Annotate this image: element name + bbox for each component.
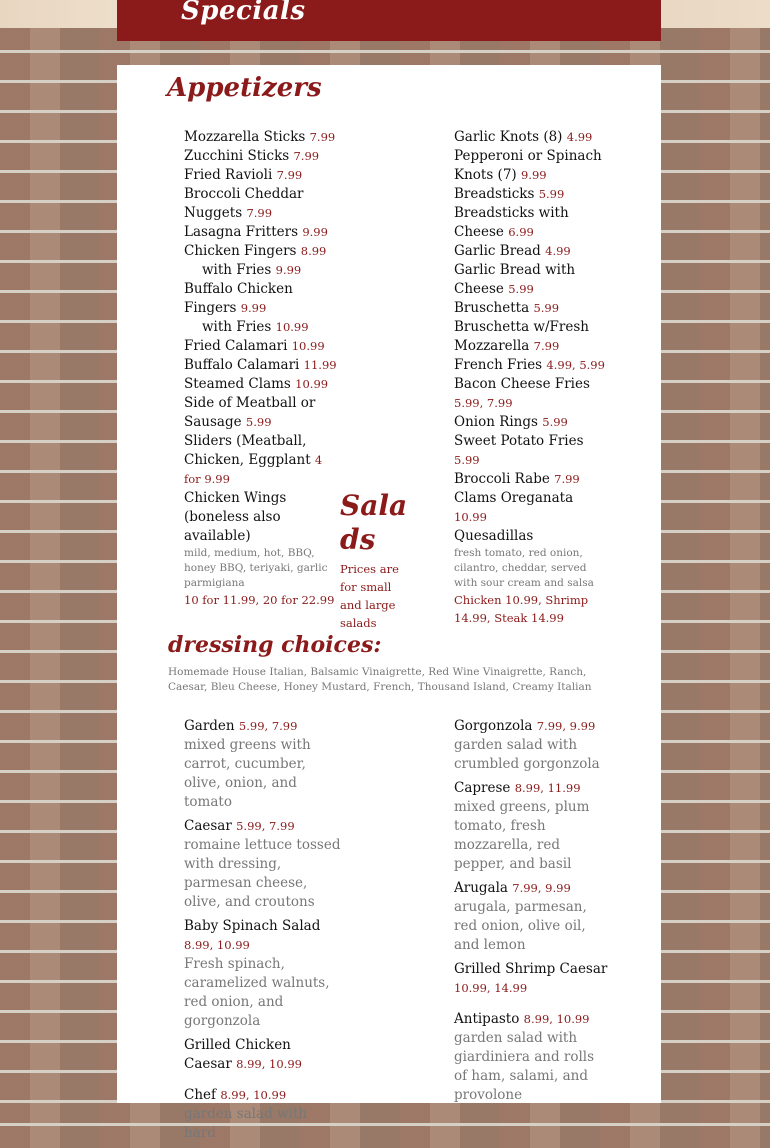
menu-item (454, 128, 609, 147)
dressing-heading: dressing choices: (168, 632, 382, 658)
item-name: Sweet Potato Fries (454, 433, 584, 449)
menu-item (454, 779, 609, 798)
item-name: French Fries (454, 357, 543, 373)
menu-item (454, 879, 609, 898)
salads-right-column (454, 717, 609, 1110)
item-price: 11.99 (303, 358, 337, 372)
menu-item (454, 204, 609, 242)
item-price: 5.99 (245, 415, 272, 429)
menu-item (184, 337, 342, 356)
appetizers-left-column (184, 128, 342, 609)
item-price: 6.99 (508, 225, 534, 239)
item-name: Broccoli Rabe (454, 471, 550, 487)
item-price: 7.99 (246, 206, 273, 220)
menu-item (184, 356, 342, 375)
menu-item-quesadillas (454, 527, 609, 627)
item-name: Mozzarella Sticks (184, 129, 306, 145)
item-price: 8.99, 10.99 (184, 938, 250, 952)
item-name: Breadsticks with Cheese (454, 205, 569, 240)
appetizers-right-column (454, 128, 609, 627)
item-name: Zucchini Sticks (184, 148, 290, 164)
item-name: Baby Spinach Salad (184, 918, 321, 934)
item-name: Chicken Fingers (184, 243, 297, 259)
menu-item (454, 147, 609, 185)
menu-item (184, 128, 342, 147)
menu-item (184, 166, 342, 185)
item-name: Pepperoni or Spinach Knots (7) (454, 148, 602, 183)
menu-item (184, 717, 342, 736)
item-desc: mild, medium, hot, BBQ, honey BBQ, teriyaki, garlic parmigiana (184, 547, 328, 589)
item-price: 5.99, 7.99 (238, 719, 298, 733)
menu-item (454, 717, 609, 736)
item-name: Garlic Bread (454, 243, 541, 259)
menu-item (184, 375, 342, 394)
item-name: Broccoli Cheddar Nuggets (184, 186, 304, 221)
salad-desc: arugala, parmesan, red onion, olive oil, and lemon (454, 899, 587, 953)
item-name: Garlic Bread with Cheese (454, 262, 576, 297)
item-name: Quesadillas (454, 528, 534, 544)
menu-item (184, 318, 342, 337)
menu-item (454, 375, 609, 413)
menu-item (184, 147, 342, 166)
salad-desc: romaine lettuce tossed with dressing, parmesan cheese, olive, and croutons (184, 837, 341, 910)
menu-item (454, 261, 609, 299)
salad-item (454, 717, 609, 774)
item-name: Side of Meatball or Sausage (184, 395, 316, 430)
menu-item (184, 1036, 342, 1074)
item-name: with Fries (202, 262, 272, 278)
item-name: with Fries (202, 319, 272, 335)
salads-heading: Salads (340, 489, 408, 556)
item-name: Buffalo Calamari (184, 357, 300, 373)
menu-item (454, 242, 609, 261)
menu-item (454, 960, 609, 998)
item-name: Fried Ravioli (184, 167, 273, 183)
item-price: 7.99, 9.99 (512, 881, 571, 895)
item-name: Steamed Clams (184, 376, 291, 392)
item-price: 7.99 (309, 130, 336, 144)
item-name: Antipasto (454, 1011, 520, 1027)
appetizers-heading: Appetizers (167, 73, 322, 103)
item-price: 8.99, 10.99 (236, 1057, 302, 1071)
item-price: 9.99 (240, 301, 267, 315)
dressing-list: Homemade House Italian, Balsamic Vinaigrette, Red Wine Vinaigrette, Ranch, Caesar, Bleu Cheese, Honey Mustard, French, Thousand Island, Creamy Italian (168, 666, 592, 693)
item-price: 5.99, 7.99 (454, 396, 513, 410)
salad-item (184, 1036, 342, 1074)
item-name: Lasagna Fritters (184, 224, 299, 240)
item-name: Grilled Chicken Caesar (184, 1037, 291, 1072)
salad-desc: garden salad with giardiniera and rolls of ham, salami, and provolone (454, 1030, 595, 1103)
salad-item (454, 879, 609, 955)
menu-item (454, 470, 609, 489)
salad-desc: garden salad with hard (184, 1106, 308, 1141)
salad-item (184, 1086, 342, 1143)
menu-item (184, 1086, 342, 1105)
item-name: Chef (184, 1087, 217, 1103)
item-price: 7.99 (554, 472, 580, 486)
menu-item (454, 413, 609, 432)
item-price: 7.99, 9.99 (536, 719, 596, 733)
menu-item (184, 261, 342, 280)
item-price: 7.99 (276, 168, 303, 182)
menu-item (454, 318, 609, 356)
menu-item (454, 299, 609, 318)
specials-header (117, 0, 661, 41)
item-name: Fried Calamari (184, 338, 288, 354)
item-price: 8.99, 10.99 (220, 1088, 287, 1102)
menu-item (184, 817, 342, 836)
item-name: Gorgonzola (454, 718, 533, 734)
item-price: 9.99 (275, 263, 302, 277)
item-name: Garlic Knots (8) (454, 129, 563, 145)
menu-item (454, 432, 609, 470)
item-price: 9.99 (302, 225, 328, 239)
item-price: 5.99 (508, 282, 534, 296)
item-price: 10.99, 14.99 (454, 981, 528, 995)
item-price: 4 for 9.99 (184, 453, 323, 486)
salad-item (454, 1010, 609, 1105)
menu-item (184, 432, 342, 489)
item-name: Bacon Cheese Fries (454, 376, 590, 392)
salad-desc: mixed greens, plum tomato, fresh mozzarella, red pepper, and basil (454, 799, 590, 872)
item-price: 8.99 (300, 244, 327, 258)
salads-left-column (184, 717, 342, 1148)
menu-item (184, 917, 342, 955)
item-price: 9.99 (520, 168, 547, 182)
salad-item (184, 817, 342, 912)
item-name: Clams Oreganata (454, 490, 574, 506)
item-price: 7.99 (293, 149, 320, 163)
item-price: 8.99, 11.99 (514, 781, 581, 795)
specials-title: Specials (181, 0, 306, 26)
item-price: 5.99 (533, 301, 560, 315)
salad-item (454, 779, 609, 874)
item-price: 10.99 (454, 510, 487, 524)
salad-item (184, 917, 342, 1031)
item-price: 5.99, 7.99 (236, 819, 295, 833)
menu-item (184, 394, 342, 432)
item-name: Caesar (184, 818, 232, 834)
item-name: Onion Rings (454, 414, 538, 430)
item-price: 10.99 (275, 320, 309, 334)
salad-item (454, 960, 609, 998)
item-name: Grilled Shrimp Caesar (454, 961, 608, 977)
salad-desc: garden salad with crumbled gorgonzola (454, 737, 600, 772)
item-price: 10.99 (291, 339, 325, 353)
item-name: Garden (184, 718, 235, 734)
salads-price-note: Prices are for small and large salads (340, 562, 399, 630)
menu-item (454, 489, 609, 527)
item-price: 10 for 11.99, 20 for 22.99 (184, 593, 335, 607)
item-name: Sliders (Meatball, Chicken, Eggplant (184, 433, 311, 468)
item-price: 7.99 (533, 339, 560, 353)
item-name: Chicken Wings (boneless also available) (184, 490, 287, 544)
salad-desc: mixed greens with carrot, cucumber, olive, onion, and tomato (184, 737, 311, 810)
menu-panel (117, 65, 661, 1141)
item-price: Chicken 10.99, Shrimp 14.99, Steak 14.99 (454, 593, 589, 625)
item-price: 5.99 (538, 187, 565, 201)
item-name: Breadsticks (454, 186, 535, 202)
item-price: 4.99 (566, 130, 593, 144)
menu-item (184, 242, 342, 261)
item-name: Arugala (454, 880, 508, 896)
item-price: 5.99 (542, 415, 568, 429)
item-name: Caprese (454, 780, 511, 796)
menu-item (454, 1010, 609, 1029)
salad-desc: Fresh spinach, caramelized walnuts, red onion, and gorgonzola (184, 956, 330, 1029)
item-name: Bruschetta w/Fresh Mozzarella (454, 319, 589, 354)
item-price: 5.99 (454, 453, 480, 467)
item-name: Bruschetta (454, 300, 530, 316)
item-name: Buffalo Chicken Fingers (184, 281, 293, 316)
menu-item (454, 356, 609, 375)
item-price: 10.99 (295, 377, 329, 391)
salad-item (184, 717, 342, 812)
menu-item (184, 185, 342, 223)
item-desc: fresh tomato, red onion, cilantro, cheddar, served with sour cream and salsa (454, 547, 594, 589)
menu-item (184, 223, 342, 242)
menu-item-chicken-wings (184, 489, 342, 609)
menu-item (454, 185, 609, 204)
menu-item (184, 280, 342, 318)
item-price: 4.99, 5.99 (546, 358, 605, 372)
item-price: 4.99 (545, 244, 571, 258)
item-price: 8.99, 10.99 (523, 1012, 590, 1026)
